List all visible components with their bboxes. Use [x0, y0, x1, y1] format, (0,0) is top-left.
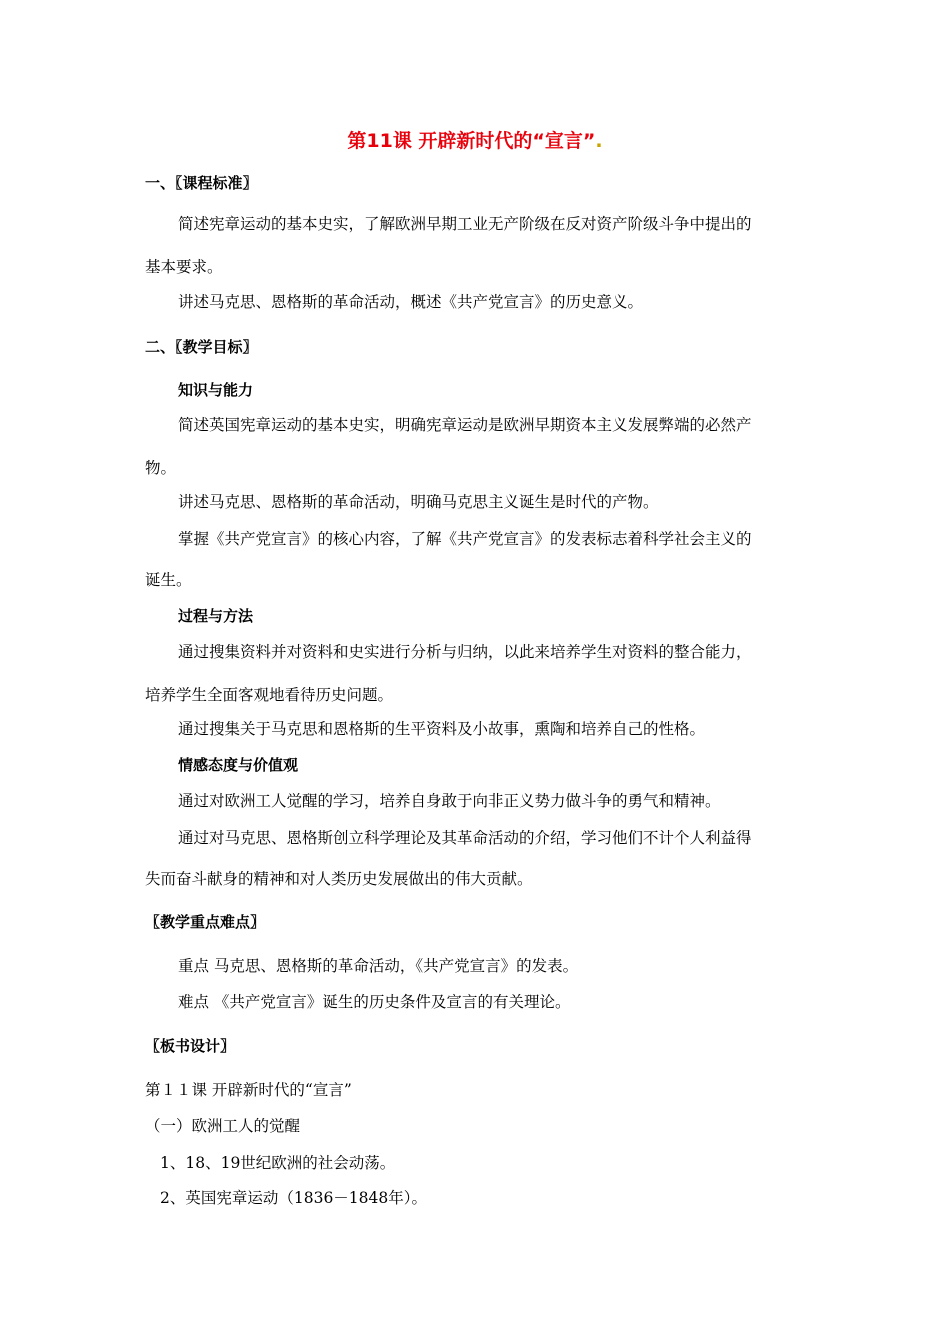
- paragraph-text: 失而奋斗献身的精神和对人类历史发展做出的伟大贡献。: [145, 870, 533, 888]
- board-list-item: 2、英国宪章运动（1836－1848年）。: [160, 1189, 428, 1207]
- paragraph-text: 培养学生全面客观地看待历史问题。: [145, 686, 394, 704]
- title-trailing-mark: .: [595, 130, 603, 152]
- section-heading-objectives: 二、〖教学目标〗: [145, 338, 258, 356]
- section-heading-board-design: 〖板书设计〗: [145, 1037, 236, 1055]
- section-heading-key-points: 〖教学重点难点〗: [145, 913, 266, 931]
- paragraph-text: 物。: [145, 459, 177, 477]
- paragraph-text: 通过对马克思、恩格斯创立科学理论及其革命活动的介绍，学习他们不计个人利益得: [178, 829, 752, 847]
- board-part-heading: （一）欧洲工人的觉醒: [145, 1117, 301, 1135]
- section-heading-curriculum: 一、〖课程标准〗: [145, 174, 258, 192]
- paragraph-text: 简述英国宪章运动的基本史实，明确宪章运动是欧洲早期资本主义发展弊端的必然产: [178, 416, 752, 434]
- key-point-text: 重点 马克思、恩格斯的革命活动，《共产党宣言》的发表。: [178, 957, 579, 975]
- paragraph-text: 掌握《共产党宣言》的核心内容，了解《共产党宣言》的发表标志着科学社会主义的: [178, 530, 752, 548]
- subheading-emotion: 情感态度与价值观: [178, 756, 299, 774]
- paragraph-text: 讲述马克思、恩格斯的革命活动，明确马克思主义诞生是时代的产物。: [178, 493, 659, 511]
- paragraph-text: 诞生。: [145, 571, 192, 589]
- subheading-knowledge: 知识与能力: [178, 381, 254, 399]
- board-list-item: 1、18、19世纪欧洲的社会动荡。: [160, 1154, 396, 1172]
- paragraph-text: 基本要求。: [145, 258, 223, 276]
- paragraph-text: 通过搜集资料并对资料和史实进行分析与归纳，以此来培养学生对资料的整合能力，: [178, 643, 752, 661]
- paragraph-text: 讲述马克思、恩格斯的革命活动，概述《共产党宣言》的历史意义。: [178, 293, 644, 311]
- paragraph-text: 简述宪章运动的基本史实，了解欧洲早期工业无产阶级在反对资产阶级斗争中提出的: [178, 215, 752, 233]
- subheading-process: 过程与方法: [178, 607, 254, 625]
- difficult-point-text: [178, 992, 570, 1012]
- difficult-point-part-a: 难点 《共产党宣言》诞生的历史条件及宣: [178, 993, 462, 1011]
- lesson-title: [0, 126, 950, 153]
- lesson-title-text: 第11课 开辟新时代的“宣言”: [347, 130, 596, 152]
- paragraph-text: 通过对欧洲工人觉醒的学习，培养自身敢于向非正义势力做斗争的勇气和精神。: [178, 792, 721, 810]
- paragraph-text: 通过搜集关于马克思和恩格斯的生平资料及小故事，熏陶和培养自己的性格。: [178, 720, 706, 738]
- difficult-point-part-b: 言的有关理论。: [461, 993, 571, 1011]
- board-title: 第１１课 开辟新时代的“宣言”: [145, 1081, 352, 1099]
